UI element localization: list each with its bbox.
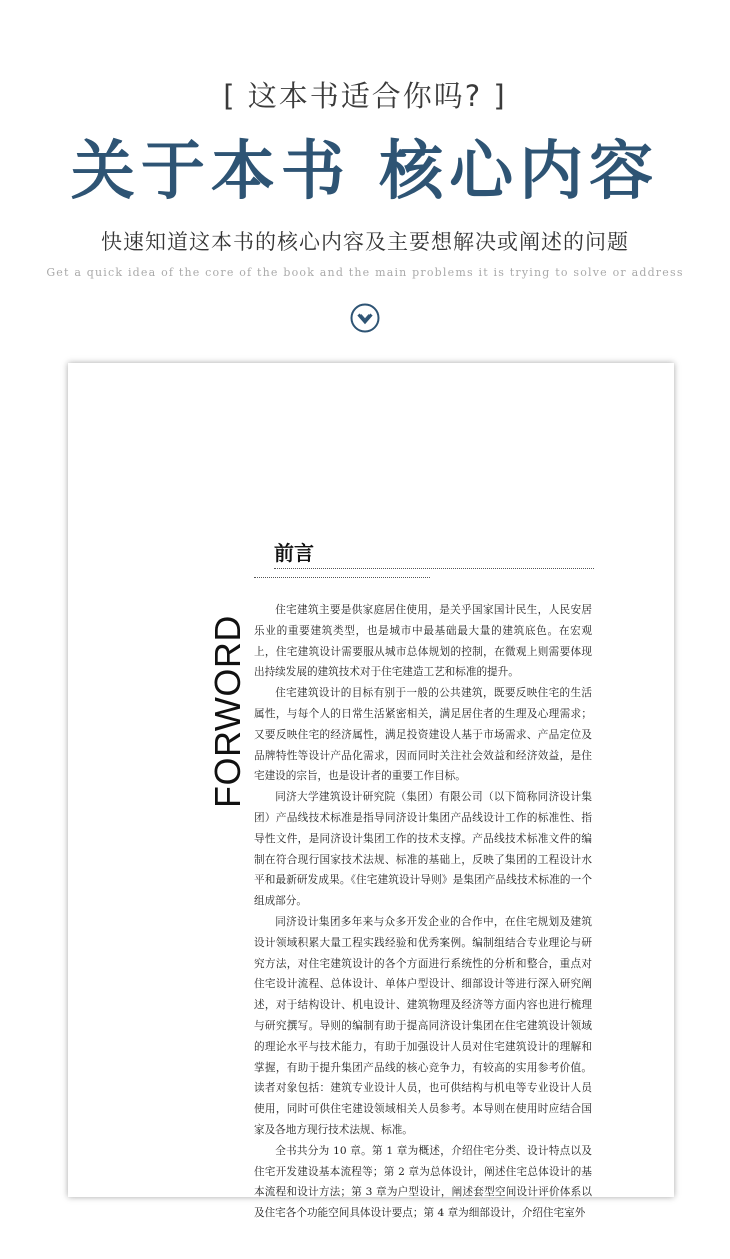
intro-header — [0, 0, 730, 360]
subtitle: 快速知道这本书的核心内容及主要想解决或阐述的问题 — [101, 230, 629, 254]
subtitle-english: Get a quick idea of the core of the book and the main problems it is trying to solve or address — [46, 266, 684, 279]
main-title: 关于本书 核心内容 — [70, 134, 660, 209]
preface-paragraph: 住宅建筑设计的目标有别于一般的公共建筑，既要反映住宅的生活属性，与每个人的日常生活紧密相关，满足居住者的生理及心理需求；又要反映住宅的经济属性，满足投资建设人基于市场需求、产品定位及品牌特性等设计产品化需求，因而同时关注社会效益和经济效益，是住宅建设的宗旨，也是设计者的重要工作目标。 — [254, 687, 592, 783]
preface-body — [254, 600, 592, 1224]
preface-paragraph: 同济大学建筑设计研究院（集团）有限公司（以下简称同济设计集团）产品线技术标准是指导同济设计集团产品线设计工作的标准性、指导性文件，是同济设计集团工作的技术支撑。产品线技术标准文件的编制在符合现行国家技术法规、标准的基础上，反映了集团的工程设计水平和最新研发成果。《住宅建筑设计导则》是集团产品线技术标准的一个组成部分。 — [254, 791, 592, 908]
chevron-down-circle-icon — [350, 303, 380, 333]
dotted-divider-top — [274, 568, 594, 569]
preface-paragraph: 同济设计集团多年来与众多开发企业的合作中，在住宅规划及建筑设计领域积累大量工程实践经验和优秀案例。编制组结合专业理论与研究方法，对住宅建筑设计的各个方面进行系统性的分析和整合，重点对住宅设计流程、总体设计、单体户型设计、细部设计等进行深入研究阐述，对于结构设计、机电设计、建筑物理及经济等方面内容也进行梳理与研究撰写。导则的编制有助于提高同济设计集团在住宅建筑设计领域的理论水平与技术能力，有助于加强设计人员对住宅建筑设计的理解和掌握，有助于提升集团产品线的核心竞争力，有较高的实用参考价值。读者对象包括：建筑专业设计人员，也可供结构与机电等专业设计人员使用，同时可供住宅建设领域相关人员参考。本导则在使用时应结合国家及各地方现行技术法规、标准。 — [254, 915, 592, 1136]
dotted-divider-bottom — [254, 577, 430, 578]
question-heading: [ 这本书适合你吗? ] — [223, 79, 507, 113]
preface-title: 前言 — [274, 541, 314, 565]
preface-paragraph: 住宅建筑主要是供家庭居住使用，是关乎国家国计民生，人民安居乐业的重要建筑类型，也是城市中最基础最大量的建筑底色。在宏观上，住宅建筑设计需要服从城市总体规划的控制，在微观上则需要体现出持续发展的建筑技术对于住宅建造工艺和标准的提升。 — [254, 604, 592, 679]
book-page-preview — [68, 363, 674, 1220]
preface-paragraph: 全书共分为 10 章。第 1 章为概述，介绍住宅分类、设计特点以及住宅开发建设基本流程等；第 2 章为总体设计，阐述住宅总体设计的基本流程和设计方法；第 3 章为户型设计，阐述套型空间设计评价体系以及住宅各个功能空间具体设计要点；第 4 章为细部设计，介绍住宅室外 — [254, 1144, 592, 1220]
forword-side-title: FORWORD — [207, 615, 248, 808]
